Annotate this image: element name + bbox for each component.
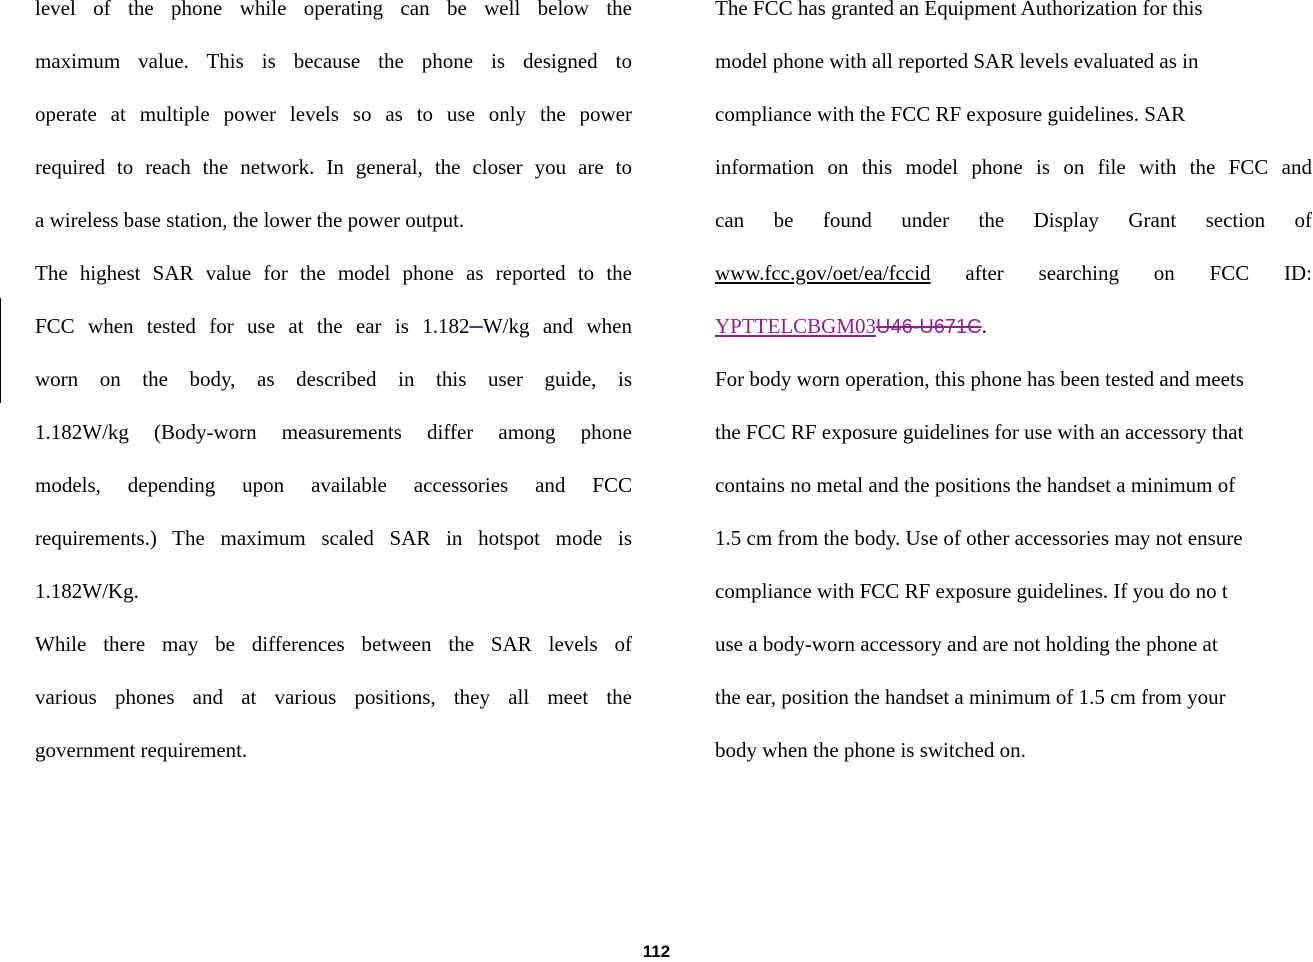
left-line-14: various phones and at various positions, they all meet the: [35, 685, 632, 709]
left-line-4: required to reach the network. In general, the closer you are to: [35, 155, 632, 179]
right-line-7: [715, 300, 1312, 353]
page-number: 112: [642, 942, 671, 961]
left-line-2: maximum value. This is because the phone is designed to: [35, 49, 632, 73]
sar-ear-text: FCC when tested for use at the ear is 1.182: [35, 314, 470, 338]
left-line-10: models, depending upon available accessories and FCC: [35, 473, 632, 497]
fcc-id-period: .: [981, 314, 987, 338]
left-line-8: worn on the body, as described in this user guide, is: [35, 367, 632, 391]
search-fcc-id-text: after searching on FCC ID:: [965, 261, 1312, 285]
left-line-1: level of the phone while operating can be well below the: [35, 0, 632, 20]
deleted-fcc-id: U46-U671C: [876, 316, 982, 338]
right-line-2: model phone with all reported SAR levels evaluated as in: [715, 49, 1199, 73]
revision-change-bar: [0, 298, 1, 403]
right-column: [715, 0, 1312, 777]
left-line-12: 1.182W/Kg.: [35, 579, 139, 603]
sar-ear-unit-text: W/kg and when: [482, 314, 633, 338]
deleted-space-mark: [469, 314, 482, 338]
fcc-id-link[interactable]: YPTTELCBGM03: [715, 314, 877, 338]
left-line-11: requirements.) The maximum scaled SAR in hotspot mode is: [35, 526, 632, 550]
right-line-11: 1.5 cm from the body. Use of other accessories may not ensure: [715, 526, 1243, 550]
right-line-9: the FCC RF exposure guidelines for use with an accessory that: [715, 420, 1244, 444]
left-line-13: While there may be differences between the SAR levels of: [35, 632, 632, 656]
right-line-15: body when the phone is switched on.: [715, 738, 1026, 762]
right-line-1: The FCC has granted an Equipment Authorization for this: [715, 0, 1203, 20]
right-line-8: For body worn operation, this phone has been tested and meets: [715, 367, 1244, 391]
left-column: [35, 0, 632, 777]
right-line-3: compliance with the FCC RF exposure guidelines. SAR: [715, 102, 1186, 126]
right-line-14: the ear, position the handset a minimum of 1.5 cm from your: [715, 685, 1226, 709]
left-line-3: operate at multiple power levels so as to use only the power: [35, 102, 632, 126]
right-line-13: use a body-worn accessory and are not holding the phone at: [715, 632, 1218, 656]
left-line-6: The highest SAR value for the model phone as reported to the: [35, 261, 632, 285]
fcc-url-link[interactable]: www.fcc.gov/oet/ea/fccid: [715, 261, 931, 285]
right-line-12: compliance with FCC RF exposure guidelines. If you do no t: [715, 579, 1228, 603]
right-line-6: [715, 247, 1312, 300]
left-line-9: 1.182W/kg (Body-worn measurements differ among phone: [35, 420, 632, 444]
left-line-5: a wireless base station, the lower the power output.: [35, 208, 465, 232]
left-line-7: [35, 300, 632, 353]
right-line-4: information on this model phone is on file with the FCC and: [715, 155, 1312, 179]
right-line-5: can be found under the Display Grant section of: [715, 208, 1312, 232]
left-line-15: government requirement.: [35, 738, 248, 762]
right-line-10: contains no metal and the positions the handset a minimum of: [715, 473, 1236, 497]
